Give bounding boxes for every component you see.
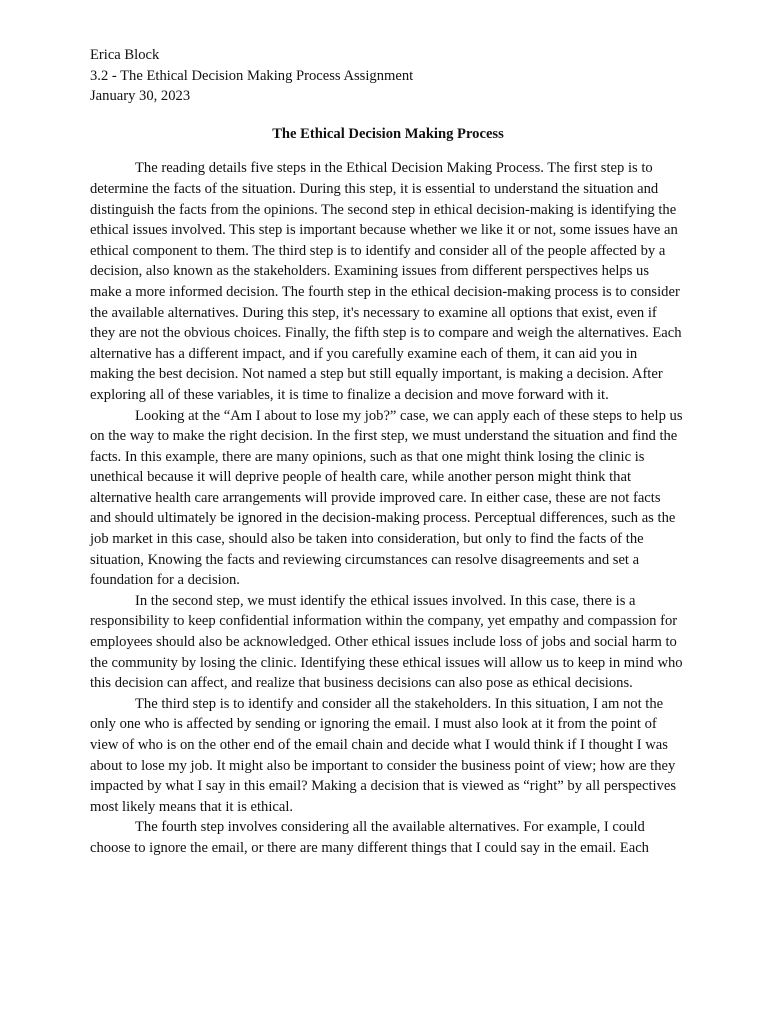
paragraph: The third step is to identify and consider all the stakeholders. In this situation, I am not the only one who is affected by sending or ignoring the email. I must also look at it from the point of view of who is on the other end of the email chain and decide what I would think if I thought I was about to lose my job. It might also be important to consider the business point of view; how are they impacted by what I say in this email? Making a decision that is viewed as “right” by all perspectives most likely means that it is ethical. <box>90 695 677 815</box>
paragraph: The fourth step involves considering all the available alternatives. For example, I could choose to ignore the email, or there are many different things that I could say in the email. Each <box>90 819 649 856</box>
author-name: Erica Block <box>90 47 160 63</box>
document-date: January 30, 2023 <box>90 88 191 105</box>
paragraph: Looking at the “Am I about to lose my job?” case, we can apply each of these steps to help us on the way to make the right decision. In the first step, we must understand the situation and find the facts. In this example, there are many opinions, such as that one might think losing the clinic is unethical because it will deprive people of health care, while another person might think that alternative health care arrangements will provide improved care. In either case, these are not facts and should ultimately be ignored in the decision-making process. Perceptual differences, such as the job market in this case, should also be taken into consideration, but only to find the facts of the situation, Knowing the facts and reviewing circumstances can resolve disagreements and set a foundation for a decision. <box>90 407 683 589</box>
page-title: The Ethical Decision Making Process <box>272 125 504 142</box>
assignment-title: 3.2 - The Ethical Decision Making Process Assignment <box>90 67 414 84</box>
paragraph: In the second step, we must identify the ethical issues involved. In this case, there is a responsibility to keep confidential information within the company, yet empathy and compassion for employees should also be acknowledged. Other ethical issues include loss of jobs and social harm to the community by losing the clinic. Identifying these ethical issues will allow us to keep in mind who this decision can affect, and realize that business decisions can also pose as ethical decisions. <box>90 592 683 692</box>
paragraph: The reading details five steps in the Ethical Decision Making Process. The first step is to determine the facts of the situation. During this step, it is essential to understand the situation and distinguish the facts from the opinions. The second step in ethical decision-making is identifying the ethical issues involved. This step is important because whether we like it or not, some issues have an ethical component to them. The third step is to identify and consider all of the people affected by a decision, also known as the stakeholders. Examining issues from different perspectives helps us make a more informed decision. The fourth step in the ethical decision-making process is to consider the available alternatives. During this step, it's necessary to examine all options that exist, even if they are not the obvious choices. Finally, the fifth step is to compare and weigh the alternatives. Each alternative has a different impact, and if you carefully examine each of them, it can aid you in making the best decision. Not named a step but still equally important, is making a decision. After exploring all of these variables, it is time to finalize a decision and move forward with it. <box>90 160 682 403</box>
